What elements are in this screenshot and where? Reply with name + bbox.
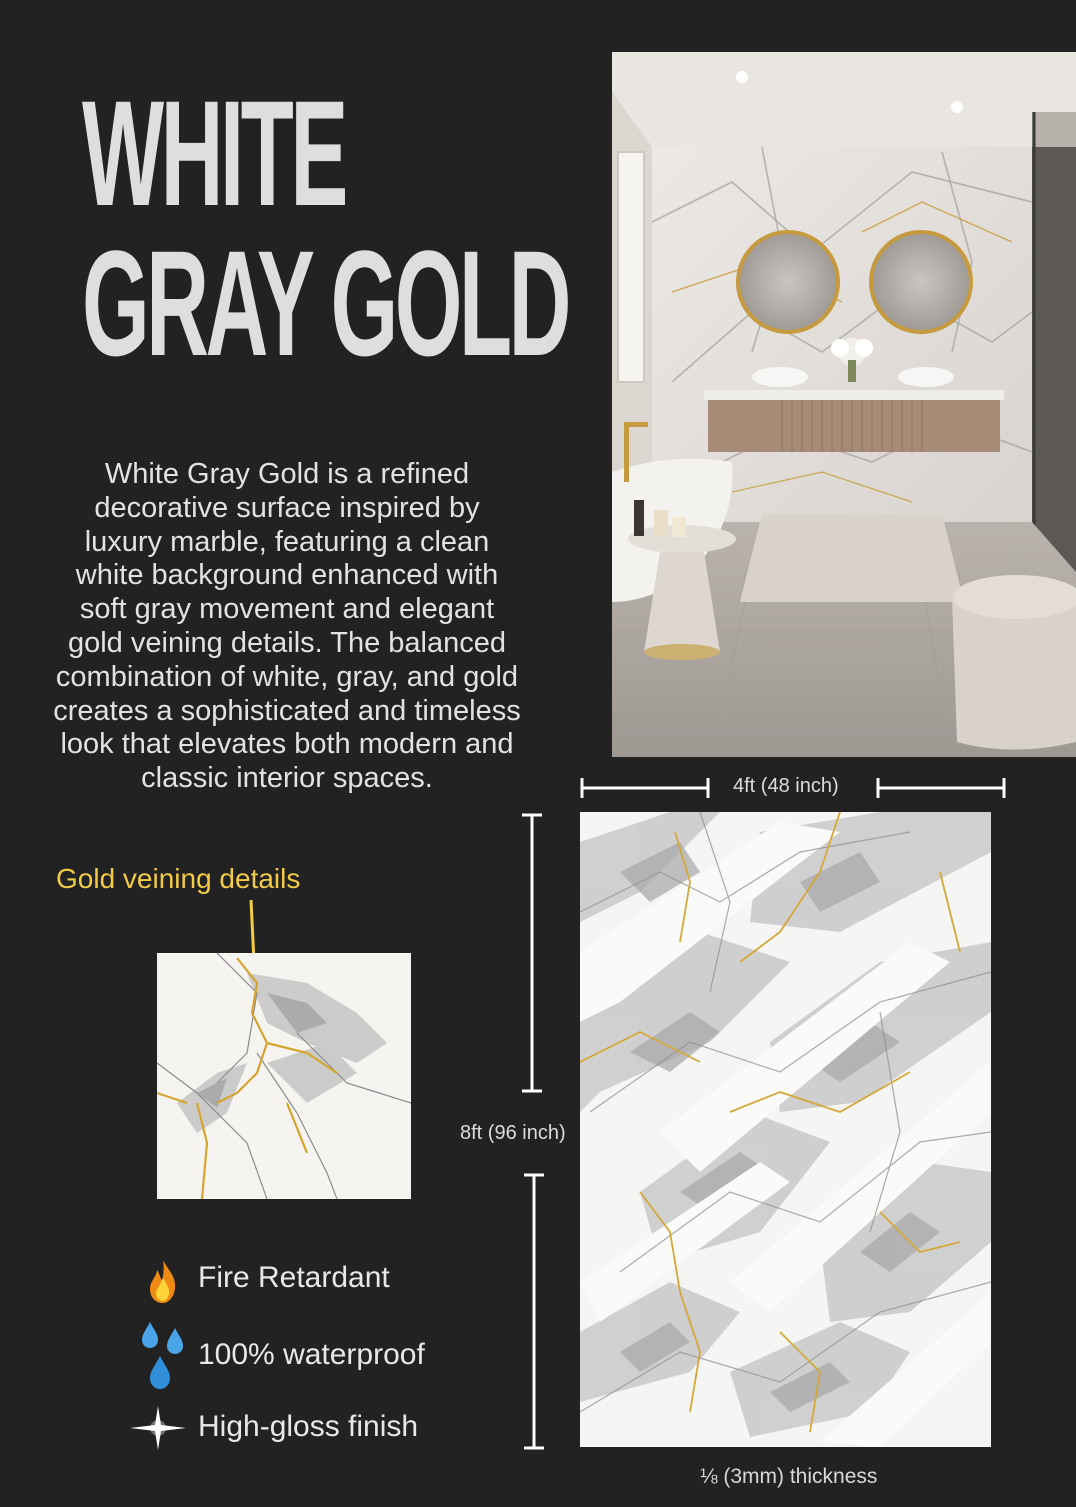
marble-slab-image: [580, 812, 991, 1447]
feature-label-waterproof: 100% waterproof: [198, 1338, 425, 1371]
product-title: [82, 69, 568, 387]
title-line-2: GRAY GOLD: [82, 219, 568, 387]
thickness-label: ⅛ (3mm) thickness: [700, 1465, 878, 1488]
height-label: 8ft (96 inch): [460, 1122, 566, 1144]
fire-icon: [138, 1256, 188, 1306]
gold-vein-swatch-image: [157, 953, 411, 1199]
sparkle-icon: [128, 1400, 188, 1456]
water-drops-icon: [138, 1318, 188, 1392]
bathroom-scene-image: [612, 52, 1076, 757]
gold-veining-label: Gold veining details: [56, 863, 301, 894]
feature-label-fire: Fire Retardant: [198, 1261, 390, 1294]
product-description: White Gray Gold is a refined decorative surface inspired by luxury marble, featuring a clean white background enhanced with soft gray movement and elegant gold veining details. The balanced combination of white, gray, and gold creates a sophisticated and timeless look that elevates both modern and classic interior spaces.: [53, 458, 521, 795]
feature-label-gloss: High-gloss finish: [198, 1410, 419, 1443]
width-label: 4ft (48 inch): [733, 775, 839, 797]
title-line-1: WHITE: [82, 69, 345, 237]
